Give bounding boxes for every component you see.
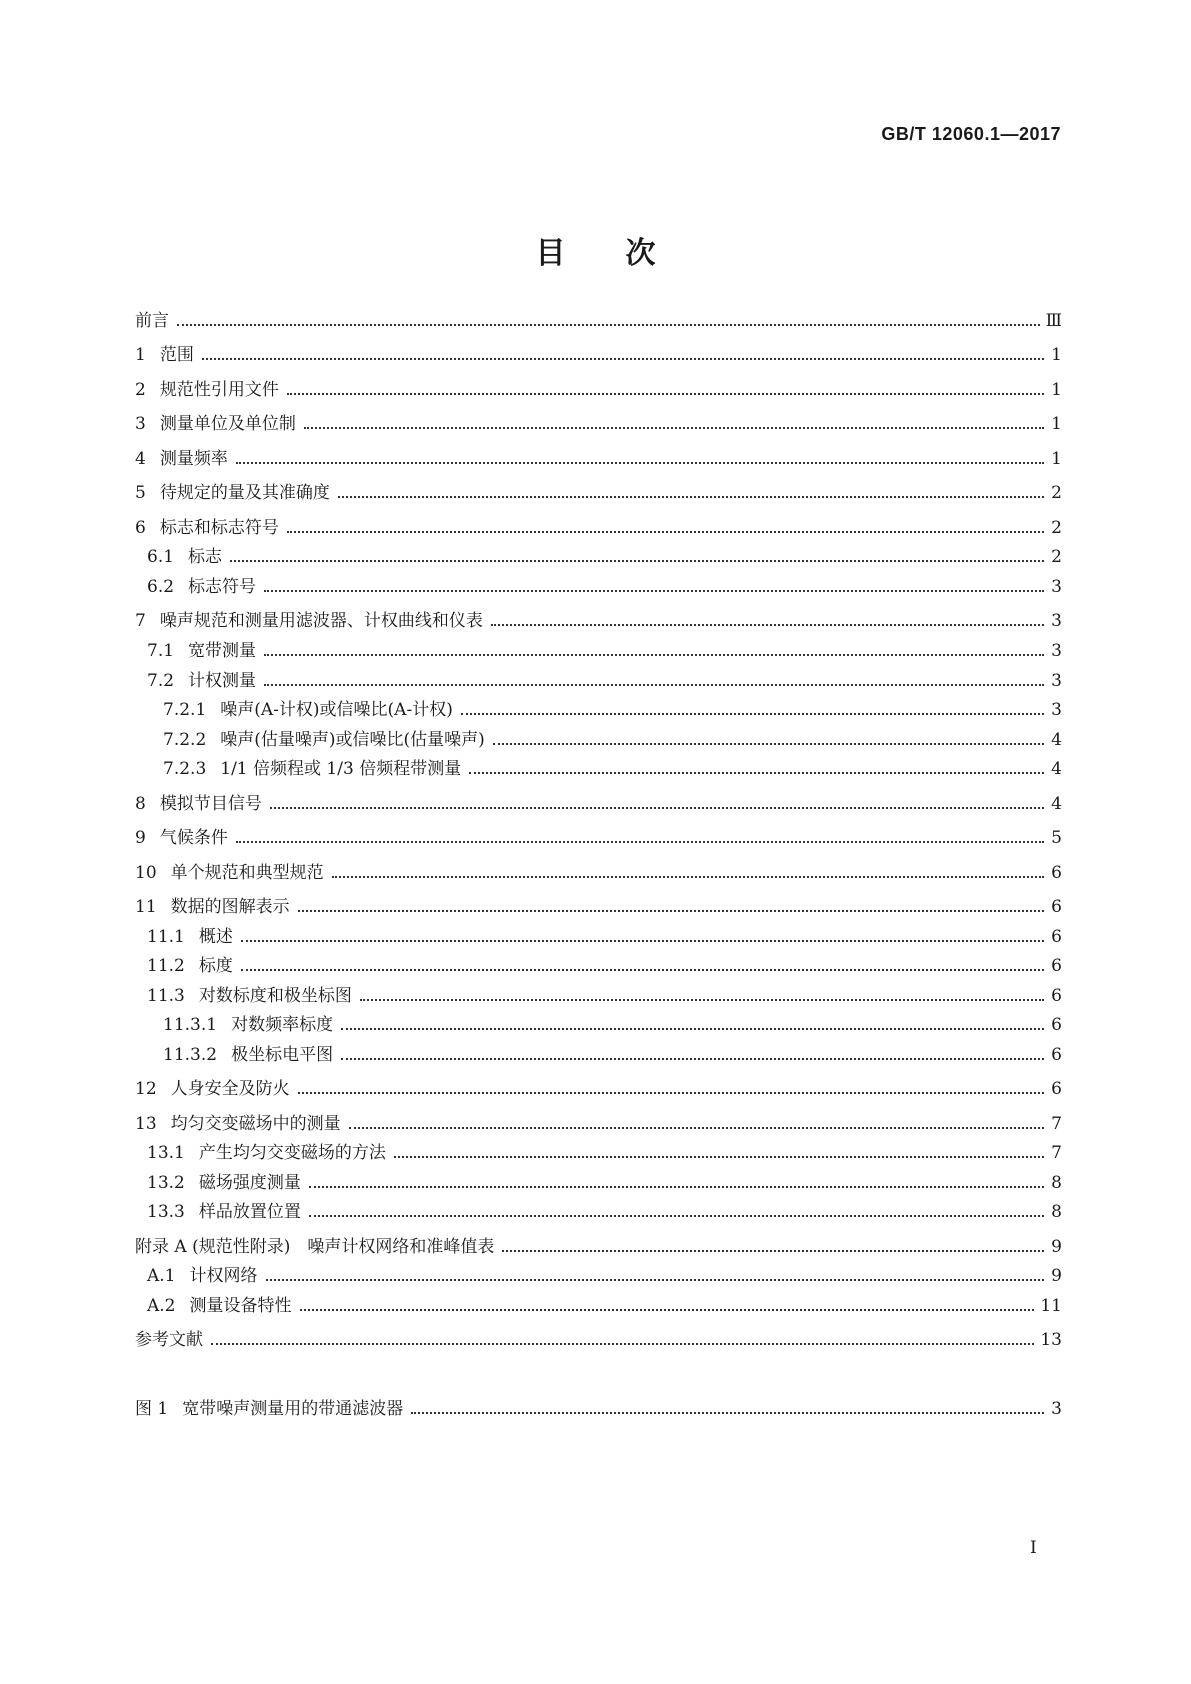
toc-entry[interactable]: A.2 测量设备特性 11 — [147, 1296, 1062, 1316]
toc-entry[interactable]: 前言 Ⅲ — [135, 311, 1062, 331]
page-number: I — [1030, 1538, 1037, 1558]
toc-entry[interactable]: 11.1 概述 6 — [147, 927, 1062, 947]
toc-entry[interactable]: 参考文献 13 — [135, 1330, 1062, 1350]
toc-entry[interactable]: 6.2 标志符号 3 — [147, 577, 1062, 597]
toc-entry[interactable]: 6 标志和标志符号 2 — [135, 518, 1062, 538]
toc-entry[interactable]: 2 规范性引用文件 1 — [135, 380, 1062, 400]
toc-entry[interactable]: 11.2 标度 6 — [147, 956, 1062, 976]
toc-entry[interactable]: 5 待规定的量及其准确度 2 — [135, 483, 1062, 503]
toc-entry[interactable]: 7 噪声规范和测量用滤波器、计权曲线和仪表 3 — [135, 611, 1062, 631]
toc-entry[interactable]: 7.1 宽带测量 3 — [147, 641, 1062, 661]
toc-entry[interactable]: 11 数据的图解表示 6 — [135, 897, 1062, 917]
toc-entry[interactable]: 6.1 标志 2 — [147, 547, 1062, 567]
page-title: 目次 — [535, 236, 716, 271]
toc-entry[interactable]: 13.1 产生均匀交变磁场的方法 7 — [147, 1143, 1062, 1163]
toc-entry[interactable]: 3 测量单位及单位制 1 — [135, 414, 1062, 434]
toc-entry[interactable]: 7.2.1 噪声(A-计权)或信噪比(A-计权) 3 — [163, 700, 1062, 720]
toc-entry-figure[interactable]: 图 1 宽带噪声测量用的带通滤波器 3 — [135, 1399, 1062, 1419]
toc-entry[interactable]: 11.3.1 对数频率标度 6 — [163, 1015, 1062, 1035]
toc-entry[interactable]: 附录 A (规范性附录) 噪声计权网络和准峰值表 9 — [135, 1237, 1062, 1257]
standard-code: GB/T 12060.1—2017 — [881, 124, 1061, 144]
toc-entry[interactable]: A.1 计权网络 9 — [147, 1266, 1062, 1286]
toc-entry[interactable]: 9 气候条件 5 — [135, 828, 1062, 848]
toc-entry[interactable]: 7.2.3 1/1 倍频程或 1/3 倍频程带测量 4 — [163, 759, 1062, 779]
toc-entry[interactable]: 13.3 样品放置位置 8 — [147, 1202, 1062, 1222]
toc-entry[interactable]: 7.2 计权测量 3 — [147, 671, 1062, 691]
toc-entry[interactable]: 13.2 磁场强度测量 8 — [147, 1173, 1062, 1193]
toc-entry[interactable]: 4 测量频率 1 — [135, 449, 1062, 469]
toc-entry[interactable]: 10 单个规范和典型规范 6 — [135, 863, 1062, 883]
toc-entry[interactable]: 11.3 对数标度和极坐标图 6 — [147, 986, 1062, 1006]
toc-entry[interactable]: 8 模拟节目信号 4 — [135, 794, 1062, 814]
toc-entry[interactable]: 12 人身安全及防火 6 — [135, 1079, 1062, 1099]
toc-entry[interactable]: 11.3.2 极坐标电平图 6 — [163, 1045, 1062, 1065]
toc-entry[interactable]: 13 均匀交变磁场中的测量 7 — [135, 1114, 1062, 1134]
toc-entry[interactable]: 7.2.2 噪声(估量噪声)或信噪比(估量噪声) 4 — [163, 730, 1062, 750]
toc-entry[interactable]: 1 范围 1 — [135, 345, 1062, 365]
